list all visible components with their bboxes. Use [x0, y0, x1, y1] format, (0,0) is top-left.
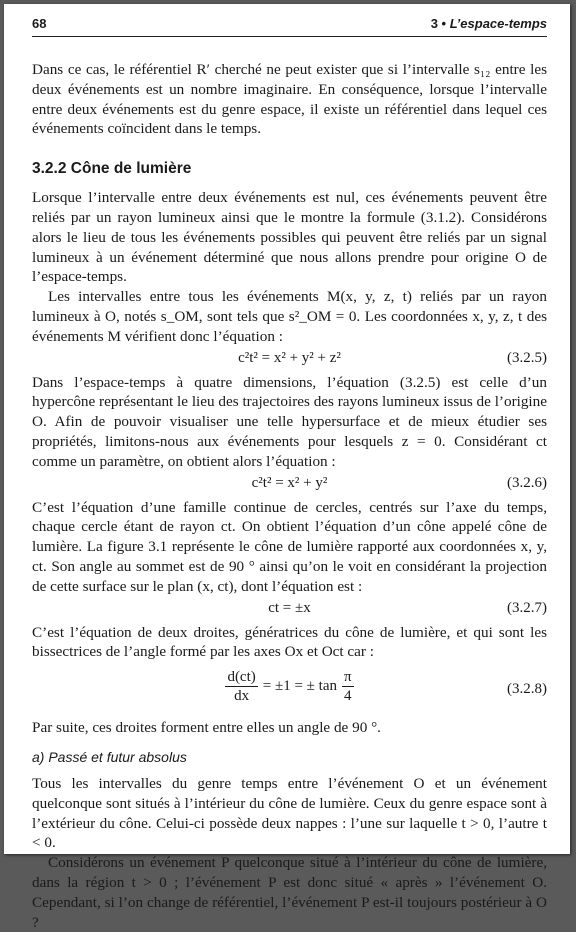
equation-3-2-8: [32, 668, 547, 714]
equation-expression: ct = ±x: [268, 599, 311, 616]
section-title: 3.2.2 Cône de lumière: [32, 160, 192, 178]
paragraph-intro: Dans ce cas, le référentiel R′ cherché ne peut exister que si l’intervalle s₁₂ entre les deux événements est un nombre imaginaire. En conséquence, lorsque l’intervalle entre deux événements est du genre espace, il existe un référentiel dans lequel ces événements coïncident dans le temps.: [32, 61, 547, 138]
chapter-number: 3 •: [430, 16, 450, 31]
fraction-denominator: 4: [344, 688, 352, 705]
derivative-fraction: [225, 668, 257, 705]
paragraph-angle: Par suite, ces droites forment entre elles un angle de 90 °.: [32, 719, 381, 737]
equation-number: (3.2.8): [507, 681, 547, 698]
equation-3-2-5: [32, 348, 547, 370]
paragraph-null-interval: Lorsque l’intervalle entre deux événements est nul, ces événements peuvent être reliés par un rayon lumineux ainsi que le montre la formule (3.1.2). Considérons alors le lieu de tous les événements possibles qui peuvent être reliés par un signal lumineux à un événement déterminé que nous allons prendre pour origine O de l’espace-temps.: [32, 189, 547, 286]
chapter-title: L’espace-temps: [449, 16, 547, 31]
paragraph-hypercone: Dans l’espace-temps à quatre dimensions, l’équation (3.2.5) est celle d’un hypercône représentant le lieu des trajectoires des rayons lumineux issus de l’origine O. Afin de pouvoir visualiser une telle hypersurface et de mieux étudier ses propriétés, limitons-nous aux événements pour lesquels z = 0. Considérant ct comme un paramètre, on obtient alors l’équation :: [32, 373, 547, 470]
paragraph-event-p: Considérons un événement P quelconque situé à l’intérieur du cône de lumière, dans la région t > 0 ; l’événement P est donc situé « après » l’événement O. Cependant, si l’on change de référentiel, l’événement P est-il toujours postérieur à O ?: [32, 854, 547, 931]
equation-middle: = ±1 = ± tan: [262, 677, 337, 694]
page-number: 68: [32, 16, 47, 31]
equation-expression: c²t² = x² + y² + z²: [238, 349, 341, 366]
paragraph-time-like: Tous les intervalles du genre temps entre l’événement O et un événement quelconque sont situés à l’intérieur du cône de lumière. Ceux du genre espace sont à l’extérieur du cône. Celui-ci possède deux nappes : l’une sur laquelle t > 0, l’autre t < 0.: [32, 774, 547, 852]
running-header: [32, 16, 547, 37]
subsection-title: a) Passé et futur absolus: [32, 748, 187, 765]
equation-number: (3.2.5): [507, 349, 547, 366]
book-page: [4, 4, 570, 931]
equation-3-2-6: [32, 473, 547, 495]
pi-fraction: [342, 668, 354, 705]
paragraph-light-cone: C’est l’équation d’une famille continue de cercles, centrés sur l’axe du temps, chaque cercle étant de rayon ct. On obtient l’équation d’un cône appelé cône de lumière. La figure 3.1 représente le cône de lumière rapporté aux coordonnées x, y, ct. Son angle au sommet est de 90 ° ainsi qu’on le voit en considérant la projection de cette surface sur le plan (x, ct), dont l’équation est :: [32, 498, 547, 595]
equation-number: (3.2.6): [507, 474, 547, 491]
paragraph-bisectors: C’est l’équation de deux droites, génératrices du cône de lumière, et qui sont les bissectrices de l’angle formé par les axes Ox et Oct car :: [32, 623, 547, 661]
fraction-numerator: d(ct): [227, 669, 256, 686]
equation-number: (3.2.7): [507, 599, 547, 616]
equation-expression: c²t² = x² + y²: [251, 474, 328, 491]
fraction-denominator: dx: [234, 688, 250, 705]
page-body: [32, 60, 547, 932]
fraction-numerator: π: [343, 669, 352, 686]
paragraph-intervals: Les intervalles entre tous les événements M(x, y, z, t) reliés par un rayon lumineux à O, notés s_OM, sont tels que s²_OM = 0. Les coordonnées x, y, z, t des événements M vérifient donc l’équation :: [32, 288, 547, 345]
equation-expression: [32, 668, 547, 705]
chapter-heading: [431, 16, 547, 31]
equation-3-2-7: [32, 598, 547, 620]
